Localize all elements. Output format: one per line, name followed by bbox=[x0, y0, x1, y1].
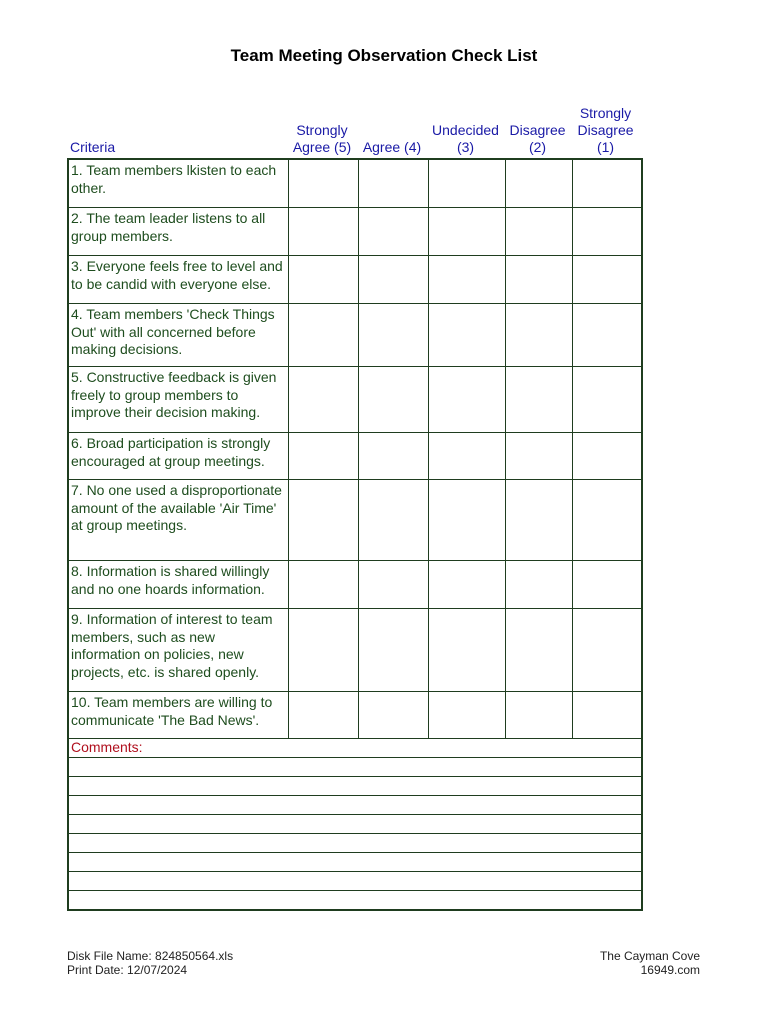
criteria-cell: 2. The team leader listens to all group members. bbox=[68, 208, 288, 256]
comments-header-row bbox=[68, 739, 642, 758]
comment-line-cell[interactable] bbox=[68, 796, 642, 815]
rating-cell-disagree[interactable] bbox=[505, 367, 572, 433]
rating-cell-undecided[interactable] bbox=[428, 208, 505, 256]
rating-cell-strongly-disagree[interactable] bbox=[572, 692, 642, 739]
rating-cell-agree[interactable] bbox=[358, 367, 428, 433]
comment-line[interactable] bbox=[68, 872, 642, 891]
table-row bbox=[68, 159, 642, 208]
rating-cell-agree[interactable] bbox=[358, 692, 428, 739]
table-row bbox=[68, 692, 642, 739]
comment-line-cell[interactable] bbox=[68, 777, 642, 796]
rating-cell-disagree[interactable] bbox=[505, 159, 572, 208]
rating-cell-agree[interactable] bbox=[358, 304, 428, 367]
rating-cell-disagree[interactable] bbox=[505, 304, 572, 367]
rating-cell-undecided[interactable] bbox=[428, 692, 505, 739]
criteria-header: Criteria bbox=[70, 139, 116, 155]
rating-cell-strongly-disagree[interactable] bbox=[572, 561, 642, 609]
rating-cell-strongly-agree[interactable] bbox=[288, 609, 358, 692]
footer-company bbox=[600, 949, 700, 977]
rating-cell-strongly-agree[interactable] bbox=[288, 159, 358, 208]
rating-cell-strongly-agree[interactable] bbox=[288, 367, 358, 433]
rating-cell-agree[interactable] bbox=[358, 433, 428, 480]
page-title: Team Meeting Observation Check List bbox=[230, 46, 538, 65]
criteria-cell: 9. Information of interest to team members, such as new information on policies, new projects, etc. is shared openly. bbox=[68, 609, 288, 692]
rating-cell-strongly-disagree[interactable] bbox=[572, 159, 642, 208]
rating-cell-agree[interactable] bbox=[358, 561, 428, 609]
rating-cell-strongly-disagree[interactable] bbox=[572, 304, 642, 367]
rating-cell-strongly-agree[interactable] bbox=[288, 692, 358, 739]
rating-cell-agree[interactable] bbox=[358, 256, 428, 304]
checklist-table bbox=[67, 158, 643, 911]
rating-cell-disagree[interactable] bbox=[505, 433, 572, 480]
footer-file-info bbox=[67, 949, 233, 977]
comment-line-cell[interactable] bbox=[68, 758, 642, 777]
rating-cell-strongly-disagree[interactable] bbox=[572, 609, 642, 692]
criteria-cell: 1. Team members lkisten to each other. bbox=[68, 159, 288, 208]
comment-line[interactable] bbox=[68, 834, 642, 853]
rating-cell-agree[interactable] bbox=[358, 609, 428, 692]
comment-line[interactable] bbox=[68, 815, 642, 834]
criteria-cell: 3. Everyone feels free to level and to be candid with everyone else. bbox=[68, 256, 288, 304]
table-row bbox=[68, 367, 642, 433]
criteria-cell: 6. Broad participation is strongly encouraged at group meetings. bbox=[68, 433, 288, 480]
rating-cell-strongly-agree[interactable] bbox=[288, 304, 358, 367]
rating-cell-undecided[interactable] bbox=[428, 256, 505, 304]
criteria-cell: 8. Information is shared willingly and no one hoards information. bbox=[68, 561, 288, 609]
comment-line-cell[interactable] bbox=[68, 872, 642, 891]
company-site: 16949.com bbox=[640, 963, 700, 977]
table-row bbox=[68, 609, 642, 692]
company-name: The Cayman Cove bbox=[599, 949, 700, 963]
criteria-cell: 4. Team members 'Check Things Out' with all concerned before making decisions. bbox=[68, 304, 288, 367]
comment-line-cell[interactable] bbox=[68, 815, 642, 834]
table-row bbox=[68, 208, 642, 256]
rating-cell-agree[interactable] bbox=[358, 208, 428, 256]
criteria-cell: 5. Constructive feedback is given freely to group members to improve their decision making. bbox=[68, 367, 288, 433]
rating-cell-undecided[interactable] bbox=[428, 609, 505, 692]
comment-line[interactable] bbox=[68, 777, 642, 796]
strongly-disagree-header: Strongly Disagree (1) bbox=[577, 105, 634, 155]
rating-cell-strongly-disagree[interactable] bbox=[572, 433, 642, 480]
comments-cell bbox=[68, 739, 642, 758]
rating-cell-strongly-disagree[interactable] bbox=[572, 208, 642, 256]
disagree-header: Disagree (2) bbox=[509, 122, 566, 155]
rating-cell-strongly-agree[interactable] bbox=[288, 561, 358, 609]
rating-cell-undecided[interactable] bbox=[428, 367, 505, 433]
rating-cell-undecided[interactable] bbox=[428, 480, 505, 561]
print-date: Print Date: 12/07/2024 bbox=[67, 963, 188, 977]
comment-line[interactable] bbox=[68, 796, 642, 815]
rating-cell-undecided[interactable] bbox=[428, 304, 505, 367]
criteria-cell: 10. Team members are willing to communicate 'The Bad News'. bbox=[68, 692, 288, 739]
rating-cell-strongly-disagree[interactable] bbox=[572, 480, 642, 561]
disk-file-name: Disk File Name: 824850564.xls bbox=[67, 949, 234, 963]
table-row bbox=[68, 304, 642, 367]
rating-cell-undecided[interactable] bbox=[428, 159, 505, 208]
rating-cell-disagree[interactable] bbox=[505, 256, 572, 304]
rating-cell-agree[interactable] bbox=[358, 159, 428, 208]
rating-cell-undecided[interactable] bbox=[428, 433, 505, 480]
rating-cell-agree[interactable] bbox=[358, 480, 428, 561]
rating-cell-disagree[interactable] bbox=[505, 208, 572, 256]
table-row bbox=[68, 480, 642, 561]
comment-line-cell[interactable] bbox=[68, 834, 642, 853]
rating-cell-disagree[interactable] bbox=[505, 609, 572, 692]
table-row bbox=[68, 433, 642, 480]
rating-cell-strongly-disagree[interactable] bbox=[572, 367, 642, 433]
strongly-agree-header: Strongly Agree (5) bbox=[292, 122, 352, 155]
comments-label: Comments: bbox=[71, 739, 143, 755]
rating-cell-undecided[interactable] bbox=[428, 561, 505, 609]
rating-cell-strongly-agree[interactable] bbox=[288, 208, 358, 256]
rating-cell-strongly-agree[interactable] bbox=[288, 480, 358, 561]
table-row bbox=[68, 256, 642, 304]
table-row bbox=[68, 561, 642, 609]
undecided-header: Undecided (3) bbox=[432, 122, 499, 155]
rating-cell-disagree[interactable] bbox=[505, 561, 572, 609]
rating-cell-disagree[interactable] bbox=[505, 480, 572, 561]
agree-header: Agree (4) bbox=[362, 139, 422, 155]
comment-line[interactable] bbox=[68, 758, 642, 777]
rating-cell-disagree[interactable] bbox=[505, 692, 572, 739]
comment-line[interactable] bbox=[68, 853, 642, 872]
rating-cell-strongly-agree[interactable] bbox=[288, 433, 358, 480]
rating-cell-strongly-agree[interactable] bbox=[288, 256, 358, 304]
rating-cell-strongly-disagree[interactable] bbox=[572, 256, 642, 304]
comment-line-cell[interactable] bbox=[68, 853, 642, 872]
comment-line[interactable] bbox=[68, 891, 642, 910]
comment-line-cell[interactable] bbox=[68, 891, 642, 910]
criteria-cell: 7. No one used a disproportionate amount of the available 'Air Time' at group meetings. bbox=[68, 480, 288, 561]
